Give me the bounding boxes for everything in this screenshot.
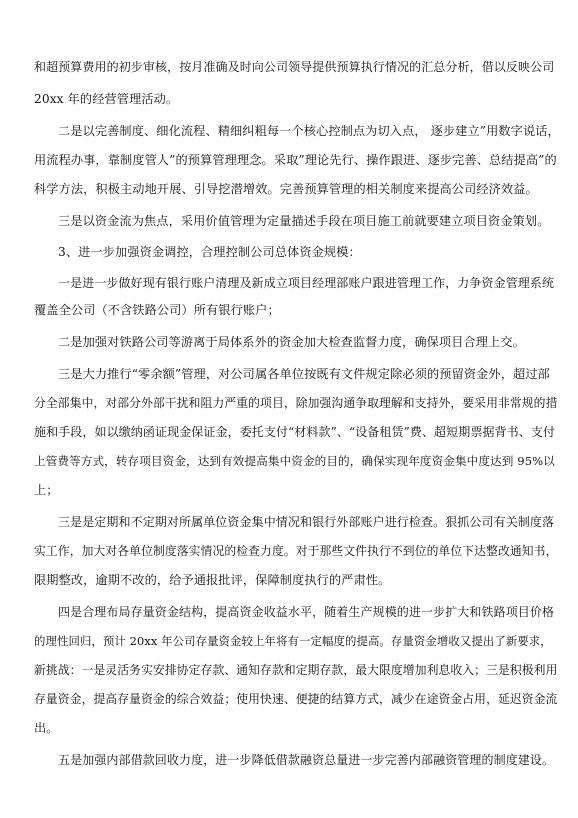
text-line: 新挑战：一是灵活务实安排协定存款、通知存款和定期存款，最大限度增加利息收入；三是积极利用: [34, 663, 558, 677]
text-line: 一是进一步做好现有银行账户清理及新成立项目经理部账户跟进管理工作，力争资金管理系统: [58, 276, 555, 290]
text-line: 科学方法，积极主动地开展、引导挖潜增效。完善预算管理的相关制度来提高公司经济效益。: [34, 182, 538, 196]
text-line: 上；: [34, 483, 59, 497]
text-line: 二是以完善制度、细化流程、精细纠粗每一个核心控制点为切入点， 逐步建立”用数字说话，: [58, 124, 560, 138]
text-line: 五是加强内部借款回收力度，进一步降低借款融资总量进一步完善内部融资管理的制度建设。: [58, 753, 555, 767]
text-line: 三是是定期和不定期对所属单位资金集中情况和银行外部账户进行检查。狠抓公司有关制度落: [58, 515, 555, 529]
text-line: 施和手段，如以缴纳函证现金保证金，委托支付“材料款”、“设备租赁”费、超短期票据背书、支付: [34, 425, 556, 439]
text-line: 四是合理布局存量资金结构，提高资金收益水平，随着生产规模的进一步扩大和铁路项目价格: [58, 605, 555, 619]
text-line: 上管费等方式，转存项目资金，达到有效提高集中资金的目的，确保实现年度资金集中度达到 95%以: [34, 454, 555, 468]
text-line: 的理性回归，预计 20xx 年公司存量资金较上年将有一定幅度的提高。存量资金增收又提出了新要求，: [34, 634, 552, 648]
text-line: 3、进一步加强资金调控，合理控制公司总体资金规模：: [58, 245, 361, 259]
text-line: 出。: [34, 721, 59, 735]
text-line: 20xx 年的经营管理活动。: [34, 92, 179, 106]
text-line: 覆盖全公司（不含铁路公司）所有银行账户；: [34, 303, 280, 317]
text-line: 存量资金，提高存量资金的综合效益；使用快速、便捷的结算方式，减少在途资金占用，延迟资金流: [34, 692, 558, 706]
text-line: 限期整改，逾期不改的，给予通报批评，保障制度执行的严肃性。: [34, 573, 391, 587]
text-line: 实工作，加大对各单位制度落实情况的检查力度。对于那些文件执行不到位的单位下达整改通知书，: [34, 544, 558, 558]
text-line: 分全部集中，对部分外部干扰和阻力严重的项目，除加强沟通争取理解和支持外，要采用非常规的措: [34, 396, 558, 410]
text-line: 用流程办事，靠制度管人”的预算管理理念。采取”理论先行、操作跟进、逐步完善、总结提高”的: [34, 153, 557, 167]
text-line: 二是加强对铁路公司等游离于局体系外的资金加大检查监督力度，确保项目合理上交。: [58, 335, 525, 349]
text-line: 和超预算费用的初步审核，按月准确及时向公司领导提供预算执行情况的汇总分析，借以反映公司: [34, 60, 555, 74]
text-line: 三是大力推行“零余额”管理，对公司属各单位按既有文件规定除必须的预留资金外，超过部: [58, 367, 550, 381]
text-line: 三是以资金流为焦点，采用价值管理为定量描述手段在项目施工前就要建立项目资金策划。: [58, 214, 550, 228]
